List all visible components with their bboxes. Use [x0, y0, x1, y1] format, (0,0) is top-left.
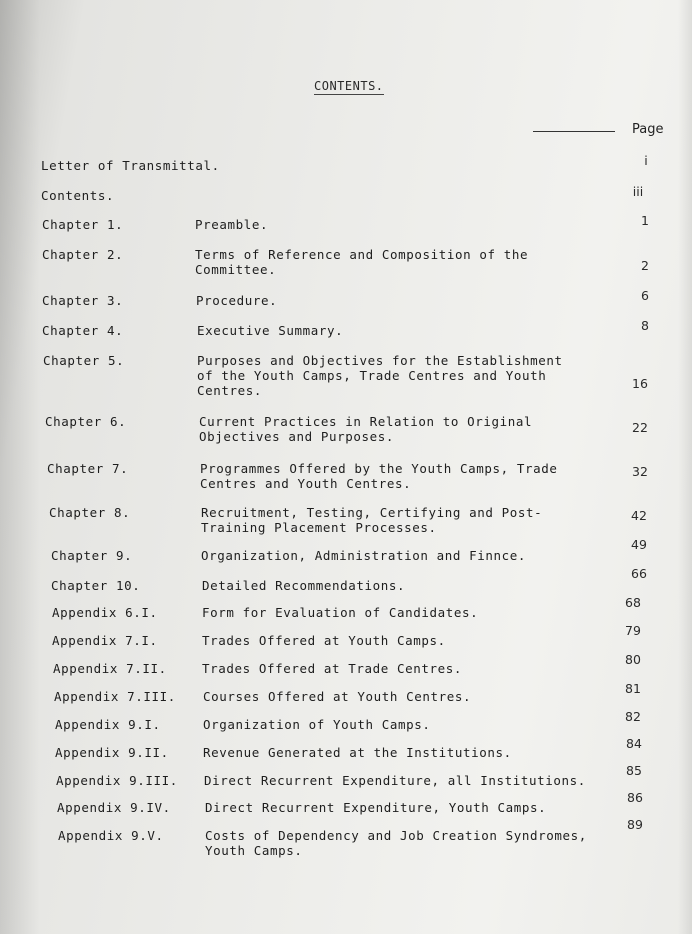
toc-entry-description: Current Practices in Relation to Original Objectives and Purposes. — [199, 414, 533, 444]
toc-entry-page-number: 8 — [641, 318, 649, 333]
toc-entry-label: Chapter 10. — [51, 578, 141, 593]
toc-entry-description: Organization, Administration and Finnce. — [201, 548, 527, 563]
toc-entry-page-number: 49 — [631, 537, 647, 552]
toc-entry-description: Procedure. — [196, 293, 278, 308]
toc-entry-page-number: 86 — [627, 790, 643, 805]
toc-entry-page-number: 80 — [625, 652, 641, 667]
toc-entry-page-number: i — [644, 153, 648, 168]
toc-entry-label: Chapter 5. — [43, 353, 125, 368]
toc-entry-description: Courses Offered at Youth Centres. — [203, 689, 472, 704]
toc-entry-description: Preamble. — [195, 217, 269, 232]
toc-entry-description: Trades Offered at Trade Centres. — [202, 661, 463, 676]
toc-entry-label: Appendix 9.V. — [58, 828, 164, 843]
toc-entry-description: Costs of Dependency and Job Creation Syndromes, Youth Camps. — [205, 828, 587, 858]
toc-entry-page-number: 42 — [631, 508, 647, 523]
toc-entry-page-number: 2 — [641, 258, 649, 273]
toc-entry-label: Chapter 2. — [42, 247, 124, 262]
toc-entry-page-number: 68 — [625, 595, 641, 610]
toc-entry-label: Chapter 9. — [51, 548, 133, 563]
toc-entry-page-number: 32 — [632, 464, 648, 479]
toc-entry-description: Direct Recurrent Expenditure, Youth Camps. — [205, 800, 547, 815]
toc-entry-page-number: iii — [632, 184, 644, 199]
page-edge — [678, 0, 692, 934]
toc-entry-page-number: 82 — [625, 709, 641, 724]
toc-entry-label: Chapter 4. — [42, 323, 124, 338]
toc-entry-page-number: 84 — [626, 736, 642, 751]
toc-entry-label: Chapter 1. — [42, 217, 124, 232]
toc-entry-description: Recruitment, Testing, Certifying and Post- Training Placement Processes. — [201, 505, 543, 535]
page-shadow — [0, 0, 40, 934]
toc-entry-label: Chapter 6. — [45, 414, 127, 429]
toc-entry-page-number: 16 — [632, 376, 648, 391]
contents-title: CONTENTS. — [314, 79, 384, 93]
toc-entry-description: Executive Summary. — [197, 323, 344, 338]
page-column-header: Page — [632, 122, 664, 137]
toc-entry-description: Direct Recurrent Expenditure, all Institutions. — [204, 773, 586, 788]
toc-entry-label: Appendix 9.II. — [55, 745, 169, 760]
toc-entry-description: Revenue Generated at the Institutions. — [203, 745, 512, 760]
toc-entry-description: Trades Offered at Youth Camps. — [202, 633, 446, 648]
toc-entry-label: Contents. — [41, 188, 115, 203]
toc-entry-label: Chapter 7. — [47, 461, 129, 476]
toc-entry-description: Form for Evaluation of Candidates. — [202, 605, 479, 620]
toc-entry-description: Detailed Recommendations. — [202, 578, 406, 593]
toc-entry-label: Appendix 7.I. — [52, 633, 158, 648]
toc-entry-label: Appendix 9.I. — [55, 717, 161, 732]
toc-entry-description: Terms of Reference and Composition of the Committee. — [195, 247, 529, 277]
toc-entry-page-number: 66 — [631, 566, 647, 581]
toc-entry-label: Chapter 8. — [49, 505, 131, 520]
toc-entry-description: Purposes and Objectives for the Establishment of the Youth Camps, Trade Centres and Youth Centres. — [197, 353, 563, 398]
toc-entry-label: Chapter 3. — [42, 293, 124, 308]
toc-entry-page-number: 81 — [625, 681, 641, 696]
toc-entry-description: Programmes Offered by the Youth Camps, Trade Centres and Youth Centres. — [200, 461, 558, 491]
toc-entry-page-number: 79 — [625, 623, 641, 638]
toc-entry-page-number: 85 — [626, 763, 642, 778]
toc-entry-label: Letter of Transmittal. — [41, 158, 220, 173]
toc-entry-label: Appendix 6.I. — [52, 605, 158, 620]
toc-entry-page-number: 89 — [627, 817, 643, 832]
toc-entry-label: Appendix 7.III. — [54, 689, 176, 704]
toc-entry-page-number: 6 — [641, 288, 649, 303]
toc-entry-description: Organization of Youth Camps. — [203, 717, 431, 732]
toc-entry-page-number: 22 — [632, 420, 648, 435]
toc-entry-label: Appendix 9.IV. — [57, 800, 171, 815]
toc-entry-label: Appendix 9.III. — [56, 773, 178, 788]
page-column-rule — [533, 131, 615, 132]
toc-entry-label: Appendix 7.II. — [53, 661, 167, 676]
toc-entry-page-number: 1 — [641, 213, 649, 228]
